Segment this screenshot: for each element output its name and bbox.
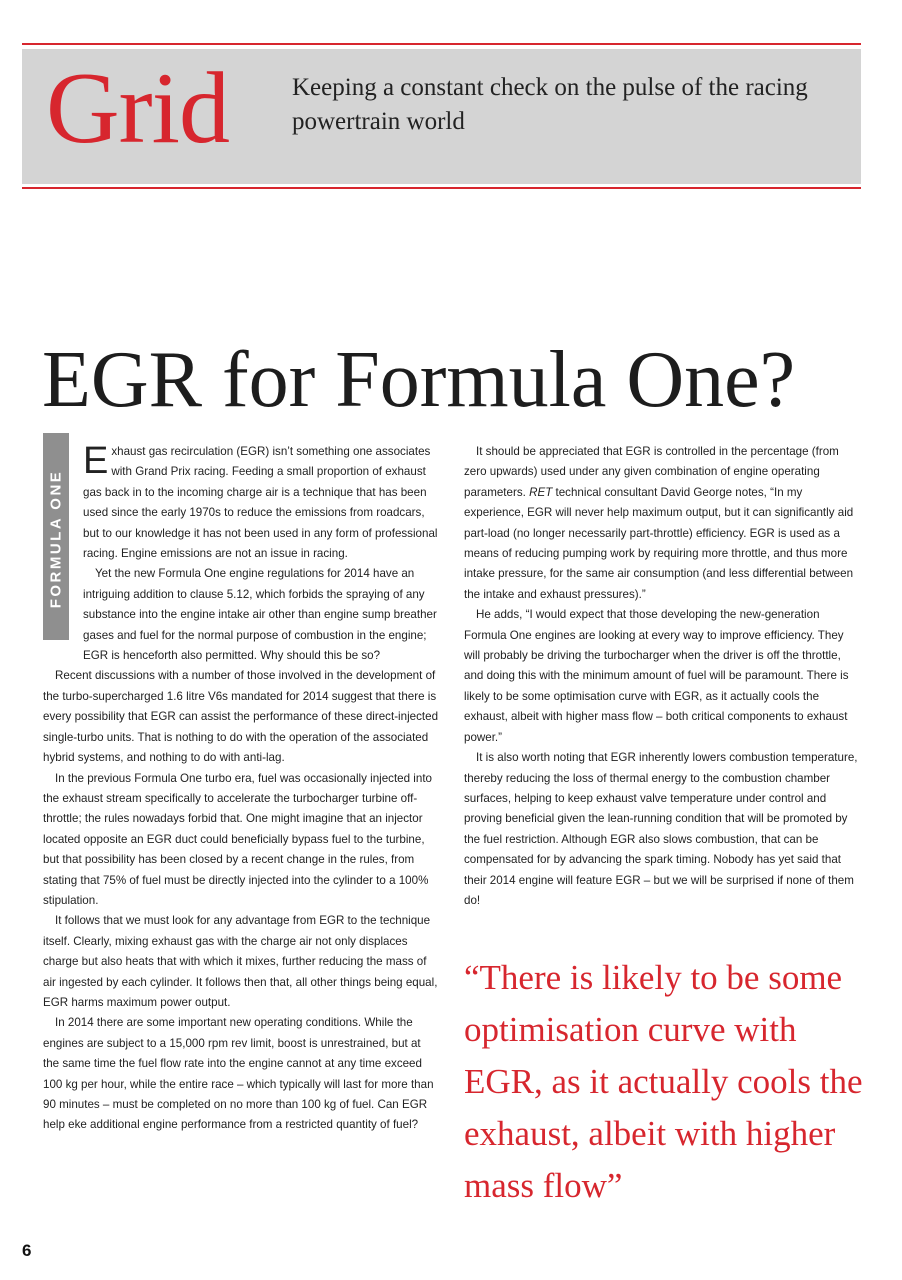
body-paragraph: In the previous Formula One turbo era, fuel was occasionally injected into the exhaust stream specifically to accelerate the turbocharger turbine off-throttle; the rules nowadays forbid that. One might imagine that an injector located opposite an EGR duct could beneficially bypass fuel to the turbine, but that possibility has been closed by a recent change in the rules, from stating that 75% of fuel must be directly injected into the cylinder to a 100% stipulation. [43,771,432,907]
body-paragraph: Recent discussions with a number of those involved in the development of the turbo-supercharged 1.6 litre V6s mandated for 2014 suggest that there is every possibility that EGR can assist the performance of these direct-injected single-turbo units. That is nothing to do with the operation of the associated hybrid systems, and nothing to do with anti-lag. [43,669,439,765]
publication-name: RET [529,485,553,499]
header-top-rule [22,43,861,45]
article-column-right [464,442,860,911]
page-number: 6 [22,1241,32,1260]
body-text: technical consultant David George notes, “In my experience, EGR will never help maximum output, but it can significantly aid part-load (no longer necessarily part-throttle) efficiency. EGR is used as a means of reducing pumping work by requiring more throttle, and thus more intake pressure, for the same air consumption (and less differential between the intake and exhaust pressures).” [464,485,854,601]
first-paragraph-text: xhaust gas recirculation (EGR) isn’t something one associates with Grand Prix racing. Feeding a small proportion of exhaust gas back in to the incoming charge air is a technique that has been used since the early 1970s to reduce the emissions from roadcars, but to our knowledge it has not been used in any form of professional racing. Engine emissions are not an issue in racing. [83,445,438,561]
body-paragraph: Yet the new Formula One engine regulations for 2014 have an intriguing addition to clause 5.12, which forbids the spraying of any substance into the engine intake air other than engine sump breather gases and fuel for the normal purpose of combustion in the engine; EGR is henceforth also permitted. Why should this be so? [83,567,437,663]
body-text: It should be appreciated that EGR is controlled in the percentage (from zero upwards) used under any given combination of engine operating parameters. [464,445,839,499]
header-tagline: Keeping a constant check on the pulse of the racing powertrain world [292,74,808,135]
body-paragraph: It is also worth noting that EGR inherently lowers combustion temperature, thereby reducing the loss of thermal energy to the combustion chamber surfaces, helping to keep exhaust valve temperature under control and proving beneficial given the lean-running condition that will be promoted by the fuel restriction. Although EGR also slows combustion, that can be compensated for by advancing the spark timing. Nobody has yet said that their 2014 engine will feature EGR – but we will be surprised if none of them do! [464,751,858,907]
drop-cap: E [83,440,109,482]
article-headline: EGR for Formula One? [42,336,796,424]
article-column-left [43,442,439,1136]
first-paragraph [43,442,439,564]
body-paragraph: It follows that we must look for any advantage from EGR to the technique itself. Clearly, mixing exhaust gas with the charge air not only displaces charge but also heats that with which it mixes, further reducing the mass of air ingested by each cylinder. It follows then that, all other things being equal, EGR harms maximum power output. [43,914,438,1009]
tab-spacer [43,442,83,648]
pull-quote: “There is likely to be some optimisation curve with EGR, as it actually cools the exhaust, albeit with higher mass flow” [464,958,863,1205]
header-bottom-rule [22,187,861,189]
body-paragraph [464,442,860,605]
header-title: Grid [46,52,229,165]
section-tab-label: FORMULA ONE [47,469,65,609]
body-paragraph: In 2014 there are some important new operating conditions. While the engines are subject to a 15,000 rpm rev limit, boost is unrestrained, but at the same time the fuel flow rate into the engine cannot at any time exceed 100 kg per hour, while the entire race – which typically will last for more than 90 minutes – must be completed on no more than 100 kg of fuel. Can EGR help eke additional engine performance from a restricted quantity of fuel? [43,1016,434,1132]
body-paragraph: He adds, “I would expect that those developing the new-generation Formula One engines are looking at every way to improve efficiency. They will probably be driving the turbocharger when the driver is off the throttle, and doing this with the minimum amount of fuel will be paramount. There is likely to be some optimisation curve with EGR, as it actually cools the exhaust, albeit with higher mass flow – both critical components to exhaust power.” [464,608,849,744]
section-header [22,49,861,184]
